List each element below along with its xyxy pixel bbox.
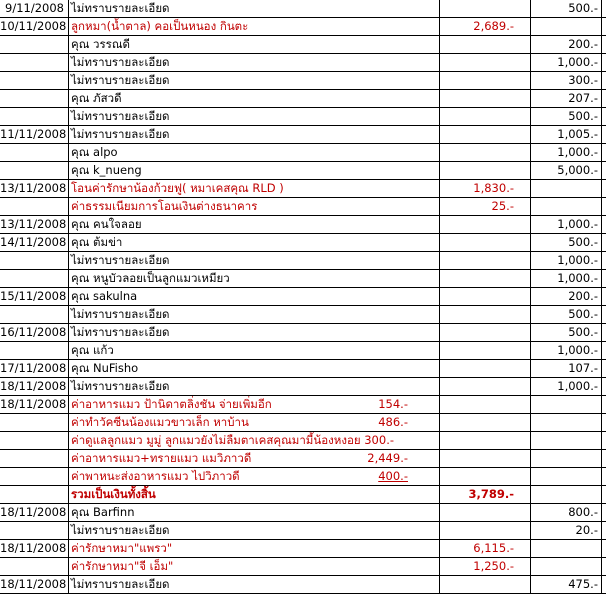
subtotal-cell: 2,449.- xyxy=(367,451,408,465)
ledger-row xyxy=(0,306,606,324)
expense-cell xyxy=(440,288,516,305)
date-cell: 17/11/2008 xyxy=(0,361,67,375)
ledger-row xyxy=(0,468,606,486)
income-cell: 500.- xyxy=(568,307,598,321)
description-cell: โอนค่ารักษาน้องก้วยฟู( หมาเคสคุณ RLD ) xyxy=(71,181,284,195)
ledger-row xyxy=(0,342,606,360)
description-cell: คุณ วรรณดี xyxy=(71,37,130,51)
column-divider xyxy=(530,0,531,594)
income-cell: 1,000.- xyxy=(557,271,598,285)
ledger-row xyxy=(0,450,606,468)
date-cell xyxy=(0,144,67,161)
ledger-row xyxy=(0,270,606,288)
date-cell xyxy=(0,252,67,269)
ledger-row xyxy=(0,288,606,306)
ledger-row xyxy=(0,432,606,450)
income-cell xyxy=(531,486,600,503)
description-cell: ค่าดูแลลูกแมว มูมู่ ลูกแมวยังไม่ลืมตาเคสคุณมามี้น้องหงอย 300.- xyxy=(71,433,394,447)
income-cell xyxy=(531,432,600,449)
date-cell: 11/11/2008 xyxy=(0,127,67,141)
income-cell: 1,000.- xyxy=(557,343,598,357)
expense-cell: 6,115.- xyxy=(473,541,514,555)
ledger-row xyxy=(0,90,606,108)
income-cell: 1,000.- xyxy=(557,217,598,231)
subtotal-cell: 400.- xyxy=(378,469,408,483)
income-cell: 500.- xyxy=(568,235,598,249)
income-cell xyxy=(531,414,600,431)
expense-cell xyxy=(440,306,516,323)
income-cell: 5,000.- xyxy=(557,163,598,177)
income-cell: 500.- xyxy=(568,325,598,339)
ledger-row xyxy=(0,252,606,270)
expense-cell xyxy=(440,234,516,251)
ledger-row xyxy=(0,162,606,180)
expense-cell xyxy=(440,270,516,287)
expense-cell: 2,689.- xyxy=(473,19,514,33)
ledger-row xyxy=(0,414,606,432)
date-cell xyxy=(0,162,67,179)
column-divider xyxy=(68,0,69,594)
description-cell: ไม่ทราบรายละเอียด xyxy=(71,523,170,537)
description-cell: ค่ารักษาหมา"แพรว" xyxy=(71,541,173,555)
ledger-row xyxy=(0,504,606,522)
date-cell xyxy=(0,270,67,287)
expense-cell: 1,250.- xyxy=(473,559,514,573)
date-cell: 13/11/2008 xyxy=(0,181,67,195)
description-cell: ไม่ทราบรายละเอียด xyxy=(71,577,170,591)
description-cell: รวมเป็นเงินทั้งสิ้น xyxy=(71,487,156,501)
description-cell: คุณ alpo xyxy=(71,145,118,159)
description-cell: คุณ sakulna xyxy=(71,289,138,303)
description-cell: ค่าอาหารแมว ป้านิดาตลิ่งชัน จ่ายเพิ่มอีก xyxy=(71,397,272,411)
expense-cell xyxy=(440,126,516,143)
date-cell xyxy=(0,72,67,89)
expense-cell xyxy=(440,252,516,269)
income-cell: 200.- xyxy=(568,289,598,303)
income-cell: 107.- xyxy=(568,361,598,375)
expense-cell xyxy=(440,414,516,431)
description-cell: คุณ ภัสวดี xyxy=(71,91,122,105)
description-cell: คุณ หนูบัวลอยเป็นลูกแมวเหมียว xyxy=(71,271,230,285)
date-cell xyxy=(0,468,67,485)
income-cell: 500.- xyxy=(568,1,598,15)
subtotal-cell: 486.- xyxy=(378,415,408,429)
description-cell: ค่าธรรมเนียมการโอนเงินต่างธนาคาร xyxy=(71,199,258,213)
ledger-row xyxy=(0,0,606,18)
expense-cell: 25.- xyxy=(491,199,514,213)
expense-cell xyxy=(440,0,516,17)
income-cell xyxy=(531,180,600,197)
expense-cell xyxy=(440,54,516,71)
ledger-row xyxy=(0,576,606,594)
ledger-row xyxy=(0,486,606,504)
date-cell: 9/11/2008 xyxy=(5,1,64,15)
description-cell: คุณ k_nueng xyxy=(71,163,142,177)
expense-cell xyxy=(440,342,516,359)
description-cell: ไม่ทราบรายละเอียด xyxy=(71,379,170,393)
ledger-row xyxy=(0,216,606,234)
ledger-row xyxy=(0,522,606,540)
date-cell xyxy=(0,108,67,125)
income-cell: 500.- xyxy=(568,109,598,123)
expense-cell xyxy=(440,72,516,89)
expense-cell xyxy=(440,108,516,125)
ledger-row xyxy=(0,36,606,54)
ledger-row xyxy=(0,72,606,90)
description-cell: ลูกหมา(น้ำตาล) คอเป็นหนอง กินตะ xyxy=(71,19,249,33)
description-cell: ไม่ทราบรายละเอียด xyxy=(71,1,170,15)
income-cell xyxy=(531,18,600,35)
expense-cell: 1,830.- xyxy=(473,181,514,195)
date-cell: 18/11/2008 xyxy=(0,379,67,393)
date-cell xyxy=(0,450,67,467)
income-cell xyxy=(531,198,600,215)
description-cell: ไม่ทราบรายละเอียด xyxy=(71,109,170,123)
income-cell xyxy=(531,450,600,467)
date-cell xyxy=(0,306,67,323)
description-cell: ค่ารักษาหมา"จี เอ็ม" xyxy=(71,559,174,573)
income-cell: 207.- xyxy=(568,91,598,105)
expense-cell xyxy=(440,324,516,341)
expense-cell xyxy=(440,576,516,593)
date-cell xyxy=(0,342,67,359)
description-cell: คุณ ต้มข่า xyxy=(71,235,123,249)
description-cell: ค่าพาหนะส่งอาหารแมว ไปวิภาวดี xyxy=(71,469,240,483)
subtotal-cell: 154.- xyxy=(378,397,408,411)
date-cell xyxy=(0,90,67,107)
income-cell: 1,000.- xyxy=(557,145,598,159)
description-cell: คุณ คนใจลอย xyxy=(71,217,142,231)
expense-cell xyxy=(440,432,516,449)
description-cell: คุณ Barfinn xyxy=(71,505,135,519)
date-cell: 18/11/2008 xyxy=(0,505,67,519)
date-cell: 18/11/2008 xyxy=(0,577,67,591)
date-cell xyxy=(0,486,67,503)
expense-cell xyxy=(440,216,516,233)
income-cell xyxy=(531,468,600,485)
income-cell: 1,000.- xyxy=(557,55,598,69)
income-cell: 200.- xyxy=(568,37,598,51)
expense-cell xyxy=(440,396,516,413)
ledger-row xyxy=(0,18,606,36)
date-cell xyxy=(0,522,67,539)
income-cell: 300.- xyxy=(568,73,598,87)
description-cell: คุณ NuFisho xyxy=(71,361,139,375)
expense-cell xyxy=(440,144,516,161)
date-cell: 13/11/2008 xyxy=(0,217,67,231)
income-cell: 475.- xyxy=(568,577,598,591)
ledger-row xyxy=(0,54,606,72)
description-cell: ไม่ทราบรายละเอียด xyxy=(71,325,170,339)
date-cell: 18/11/2008 xyxy=(0,541,67,555)
date-cell: 10/11/2008 xyxy=(0,19,67,33)
ledger-row xyxy=(0,558,606,576)
ledger-row xyxy=(0,126,606,144)
ledger-row xyxy=(0,540,606,558)
date-cell: 18/11/2008 xyxy=(0,397,67,411)
ledger-row xyxy=(0,378,606,396)
ledger-row xyxy=(0,234,606,252)
description-cell: ไม่ทราบรายละเอียด xyxy=(71,307,170,321)
ledger-row xyxy=(0,108,606,126)
income-cell xyxy=(531,540,600,557)
date-cell: 14/11/2008 xyxy=(0,235,67,249)
income-cell: 1,005.- xyxy=(557,127,598,141)
date-cell xyxy=(0,432,67,449)
date-cell xyxy=(0,558,67,575)
ledger-row xyxy=(0,144,606,162)
date-cell xyxy=(0,54,67,71)
expense-cell: 3,789.- xyxy=(468,487,514,501)
column-divider xyxy=(601,0,602,594)
expense-cell xyxy=(440,378,516,395)
date-cell xyxy=(0,198,67,215)
income-cell xyxy=(531,396,600,413)
ledger-row xyxy=(0,198,606,216)
expense-cell xyxy=(440,90,516,107)
expense-cell xyxy=(440,450,516,467)
date-cell: 16/11/2008 xyxy=(0,325,67,339)
column-divider xyxy=(439,0,440,594)
expense-cell xyxy=(440,162,516,179)
description-cell: ไม่ทราบรายละเอียด xyxy=(71,127,170,141)
income-cell: 20.- xyxy=(575,523,598,537)
ledger-row xyxy=(0,396,606,414)
description-cell: คุณ แก้ว xyxy=(71,343,114,357)
date-cell xyxy=(0,414,67,431)
expense-cell xyxy=(440,504,516,521)
description-cell: ไม่ทราบรายละเอียด xyxy=(71,55,170,69)
income-cell: 1,000.- xyxy=(557,379,598,393)
expense-cell xyxy=(440,522,516,539)
income-cell: 1,000.- xyxy=(557,253,598,267)
ledger-row xyxy=(0,360,606,378)
description-cell: ไม่ทราบรายละเอียด xyxy=(71,73,170,87)
income-cell: 800.- xyxy=(568,505,598,519)
date-cell: 15/11/2008 xyxy=(0,289,67,303)
ledger-row xyxy=(0,180,606,198)
expense-cell xyxy=(440,360,516,377)
description-cell: ค่าอาหารแมว+ทรายแมว แมวิภาวดี xyxy=(71,451,252,465)
ledger-row xyxy=(0,324,606,342)
description-cell: ไม่ทราบรายละเอียด xyxy=(71,253,170,267)
expense-cell xyxy=(440,36,516,53)
date-cell xyxy=(0,36,67,53)
expense-cell xyxy=(440,468,516,485)
description-cell: ค่าทำวัคซีนน้องแมวขาวเล็ก หาบ้าน xyxy=(71,415,249,429)
income-cell xyxy=(531,558,600,575)
